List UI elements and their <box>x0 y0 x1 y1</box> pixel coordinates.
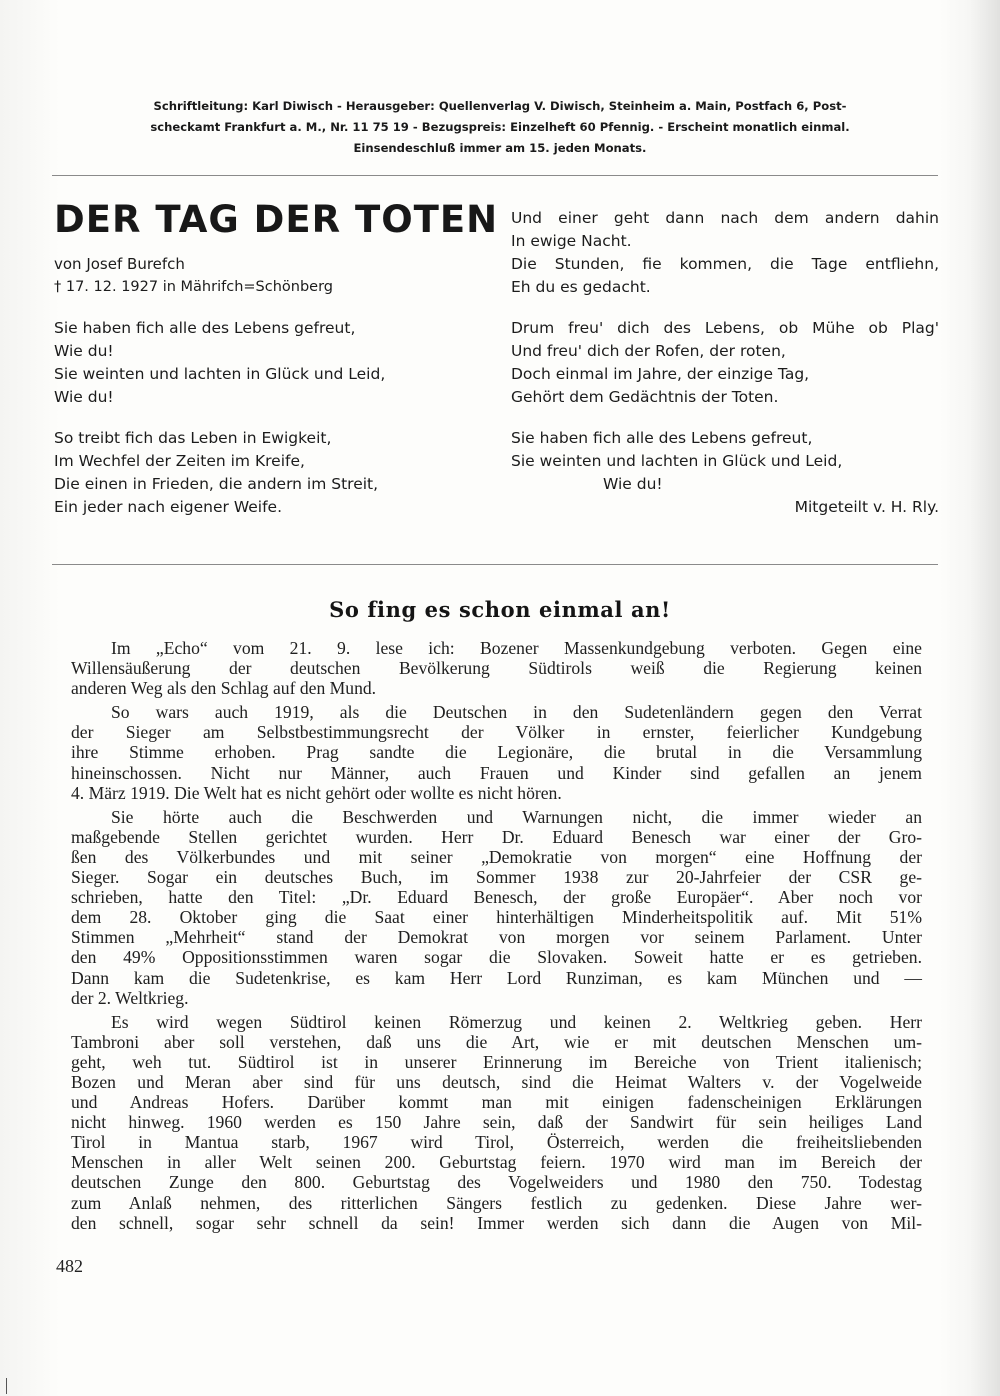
article-paragraph <box>71 638 922 698</box>
poem-line: Ein jeder nach eigener Weife. <box>54 498 283 516</box>
text-line: 4. März 1919. Die Welt hat es nicht gehört oder wollte es nicht hören. <box>71 782 562 803</box>
text-line: den schnell, sogar sehr schnell da sein! Immer werden sich dann die Augen von Mil- <box>71 1212 922 1233</box>
poem-line: Wie du! <box>54 342 114 360</box>
poem-title: DER TAG DER TOTEN <box>54 198 499 241</box>
poem-stanza <box>511 207 939 299</box>
page-edge-shadow <box>970 0 1000 1396</box>
top-divider <box>52 175 938 176</box>
page-number: 482 <box>56 1256 83 1276</box>
text-line: geht, weh tut. Südtirol ist in unserer Erinnerung im Bereiche von Trient italienisch; <box>71 1051 922 1072</box>
poem-line: Sie haben fich alle des Lebens gefreut, <box>54 319 356 337</box>
poem-line: Eh du es gedacht. <box>511 278 651 296</box>
text-line: der 2. Weltkrieg. <box>71 987 189 1008</box>
poem-stanza <box>54 427 494 519</box>
text-line: Tirol in Mantua starb, 1967 wird Tirol, Österreich, werden die freiheitsliebenden <box>71 1132 922 1153</box>
poem-line: Die einen in Frieden, die andern im Streit, <box>54 475 379 493</box>
poem-line: Und einer geht dann nach dem andern dahin <box>511 209 939 227</box>
masthead-imprint <box>62 96 938 159</box>
poem-line: Sie haben fich alle des Lebens gefreut, <box>511 429 813 447</box>
poem-credit: Mitgeteilt v. H. Rly. <box>794 498 939 516</box>
poem-line: Wie du! <box>54 388 114 406</box>
text-line: und Andreas Hofers. Darüber kommt man mit einigen fadenscheinigen Erklärungen <box>71 1092 922 1113</box>
section-divider <box>52 564 938 565</box>
masthead-line: Einsendeschluß immer am 15. jeden Monats. <box>353 141 647 155</box>
article-title: So fing es schon einmal an! <box>329 597 671 622</box>
article-body <box>71 638 922 1233</box>
poem-line: Gehört dem Gedächtnis der Toten. <box>511 388 779 406</box>
text-line: ihre Stimme erhoben. Prag sandte die Legionäre, die brutal in die Versammlung <box>71 742 922 763</box>
text-line: schrieben, hatte den Titel: „Dr. Eduard Benesch, der große Europäer“. Aber noch vor <box>71 887 922 908</box>
text-line: zum Anlaß nehmen, des ritterlichen Sängers festlich zu gedenken. Diese Jahre wer- <box>71 1192 922 1213</box>
poem-right-column <box>511 207 939 519</box>
poem-line: Und freu' dich der Rofen, der roten, <box>511 342 786 360</box>
poem-left-column <box>54 253 494 519</box>
article-paragraph <box>71 702 922 802</box>
masthead-line: scheckamt Frankfurt a. M., Nr. 11 75 19 - Bezugspreis: Einzelheft 60 Pfennig. - Erscheint monatlich einmal. <box>150 120 850 134</box>
text-line: nicht hinweg. 1960 werden es 150 Jahre sein, daß der Sandwirt für sein heiliges Land <box>71 1112 922 1133</box>
poem-stanza <box>511 317 939 409</box>
poem-line: Im Wechfel der Zeiten im Kreife, <box>54 452 305 470</box>
text-line: Sie hörte auch die Beschwerden und Warnungen nicht, die immer wieder an <box>111 806 922 827</box>
text-line: hineinschossen. Nicht nur Männer, auch Frauen und Kinder sind gefallen an jenem <box>71 762 922 783</box>
text-line: Dann kam die Sudetenkrise, es kam Herr Lord Runziman, es kam München und — <box>71 967 922 988</box>
poem-line: Sie weinten und lachten in Glück und Leid, <box>511 452 843 470</box>
text-line: deutschen Zunge den 800. Geburtstag des Vogelweiders und 1980 den 750. Todestag <box>71 1172 922 1193</box>
text-line: So wars auch 1919, als die Deutschen in den Sudetenländern gegen den Verrat <box>111 702 922 723</box>
poem-line: Die Stunden, fie kommen, die Tage entfliehn, <box>511 255 939 273</box>
text-line: der Sieger am Selbstbestimmungsrecht der Völker in ernster, feierlicher Kundgebung <box>71 722 922 743</box>
article-paragraph <box>71 807 922 1008</box>
text-line: anderen Weg als den Schlag auf den Mund. <box>71 678 377 699</box>
text-line: Im „Echo“ vom 21. 9. lese ich: Bozener Massenkundgebung verboten. Gegen eine <box>111 638 922 658</box>
text-line: den 49% Oppositionsstimmen waren sogar die Slovaken. Soweit hatte er es getrieben. <box>71 947 922 968</box>
text-line: Stimmen „Mehrheit“ stand der Demokrat von morgen vor seinem Parlament. Unter <box>71 927 922 948</box>
poem-author: von Josef Burefch <box>54 255 185 273</box>
article-paragraph <box>71 1012 922 1233</box>
text-line: Tambroni aber soll verstehen, daß uns die Art, wie er mit deutschen Menschen um- <box>71 1031 922 1052</box>
poem-line: So treibt fich das Leben in Ewigkeit, <box>54 429 332 447</box>
text-line: maßgebende Stellen gerichtet wurden. Herr Dr. Eduard Benesch war einer der Gro- <box>71 826 922 847</box>
poem-author-dates: † 17. 12. 1927 in Mährifch=Schönberg <box>54 279 333 295</box>
text-line: Menschen in aller Welt seinen 200. Geburtstag feiern. 1970 wird man im Bereich der <box>71 1152 922 1173</box>
text-line: Bozen und Meran aber sind für uns deutsch, sind die Heimat Walters v. der Vogelweide <box>71 1071 922 1092</box>
text-line: Sieger. Sogar ein deutsches Buch, im Sommer 1938 zur 20-Jahrfeier der CSR ge- <box>71 867 922 888</box>
masthead-line: Schriftleitung: Karl Diwisch - Herausgeber: Quellenverlag V. Diwisch, Steinheim a. Main, Postfach 6, Post- <box>153 99 847 113</box>
poem-line: Sie weinten und lachten in Glück und Leid, <box>54 365 386 383</box>
text-line: ßen des Völkerbundes und mit seiner „Demokratie von morgen“ eine Hoffnung der <box>71 846 922 867</box>
text-line: dem 28. Oktober ging die Saat einer hinterhältigen Minderheitspolitik auf. Mit 51% <box>71 907 922 928</box>
poem-line: In ewige Nacht. <box>511 232 632 250</box>
poem-line: Doch einmal im Jahre, der einzige Tag, <box>511 365 810 383</box>
scan-artifact <box>6 1378 7 1394</box>
poem-line: Wie du! <box>603 475 663 493</box>
poem-stanza <box>54 317 494 409</box>
poem-line: Drum freu' dich des Lebens, ob Mühe ob Plag' <box>511 319 939 337</box>
poem-stanza <box>511 427 939 496</box>
text-line: Es wird wegen Südtirol keinen Römerzug und keinen 2. Weltkrieg geben. Herr <box>111 1011 922 1032</box>
text-line: Willensäußerung der deutschen Bevölkerung Südtirols weiß die Regierung keinen <box>71 658 922 679</box>
